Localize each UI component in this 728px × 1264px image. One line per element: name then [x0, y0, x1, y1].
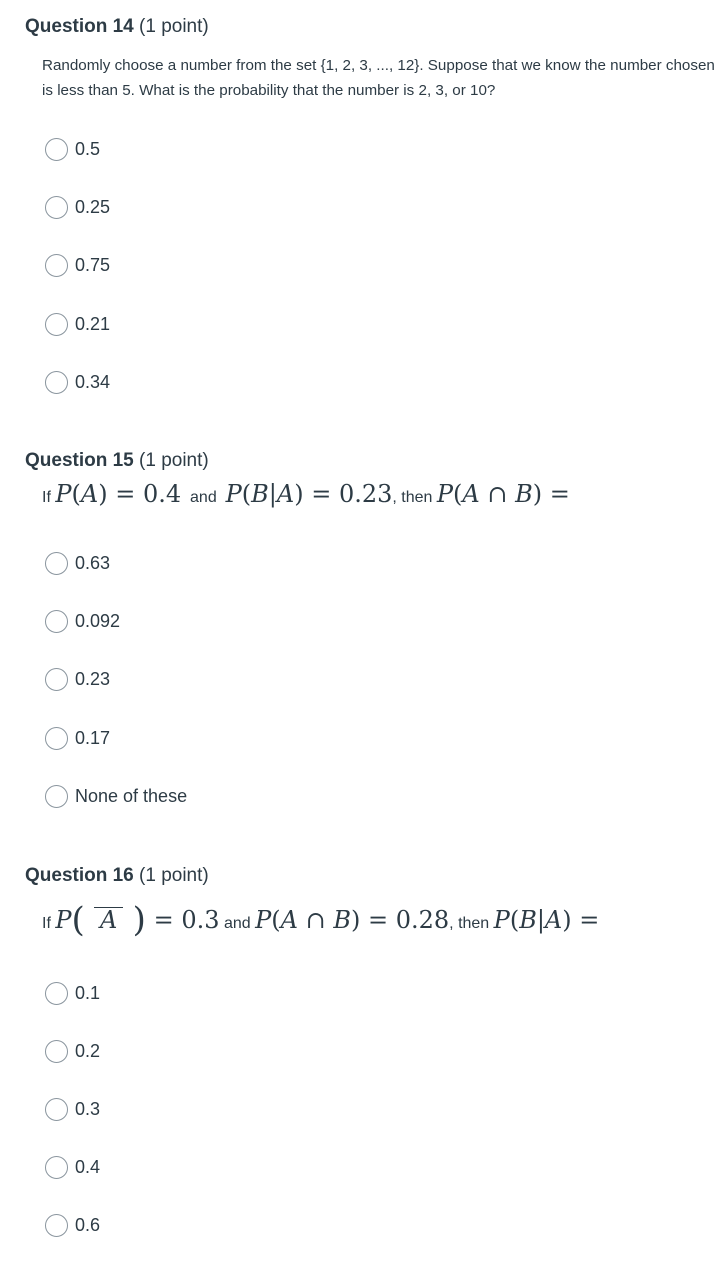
- q15-option-5[interactable]: [45, 783, 187, 809]
- option-label: 0.23: [75, 668, 111, 689]
- radio-button[interactable]: [45, 610, 68, 633]
- question-15-title: [25, 450, 209, 472]
- option-label: 0.5: [75, 138, 101, 159]
- question-points: (1 point): [139, 450, 209, 471]
- question-number: Question 15: [25, 450, 134, 471]
- math-expression: P( A ) = 0.3: [55, 900, 220, 940]
- option-label: 0.34: [75, 371, 111, 392]
- math-value: = 0.23: [311, 480, 393, 508]
- math-expression: P(A ∩ B) = 0.28: [255, 906, 450, 934]
- option-label: 0.63: [75, 552, 111, 573]
- math-value: = 0.28: [367, 906, 450, 934]
- question-points: (1 point): [139, 16, 209, 37]
- q16-option-3[interactable]: [45, 1096, 100, 1122]
- question-14-text: Randomly choose a number from the set {1, 2, 3, ..., 12}. Suppose that we know the number chosen is less than 5. What is the probability that the number is 2, 3, or 10?: [42, 57, 715, 99]
- q16-option-1[interactable]: [45, 980, 100, 1006]
- word-then: , then: [392, 489, 433, 506]
- radio-button[interactable]: [45, 727, 68, 750]
- q16-option-5[interactable]: [45, 1212, 100, 1238]
- q15-option-3[interactable]: [45, 666, 110, 692]
- radio-button[interactable]: [45, 668, 68, 691]
- word-then: , then: [449, 915, 490, 932]
- option-label: 0.092: [75, 610, 121, 631]
- math-expression: P(B|A) = 0.23: [225, 480, 393, 508]
- word-if: If: [42, 489, 51, 506]
- option-label: 0.1: [75, 982, 101, 1003]
- math-expression: P(A) = 0.4: [55, 480, 182, 508]
- question-number: Question 16: [25, 865, 134, 886]
- q14-option-3[interactable]: [45, 252, 110, 278]
- option-label: 0.25: [75, 196, 111, 217]
- q15-option-1[interactable]: [45, 550, 110, 576]
- q16-option-2[interactable]: [45, 1038, 100, 1064]
- math-expression: P(A ∩ B) =: [436, 480, 570, 508]
- question-16-title: [25, 865, 209, 887]
- radio-button[interactable]: [45, 1156, 68, 1179]
- q16-option-4[interactable]: [45, 1154, 100, 1180]
- q15-option-4[interactable]: [45, 725, 110, 751]
- q14-option-5[interactable]: [45, 369, 110, 395]
- option-label: 0.3: [75, 1098, 101, 1119]
- radio-button[interactable]: [45, 1098, 68, 1121]
- radio-button[interactable]: [45, 313, 68, 336]
- complement-bar: A: [92, 906, 125, 934]
- radio-button[interactable]: [45, 552, 68, 575]
- option-label: 0.75: [75, 254, 111, 275]
- q14-option-4[interactable]: [45, 311, 110, 337]
- math-equals: =: [549, 480, 570, 508]
- word-and: and: [190, 489, 217, 506]
- radio-button[interactable]: [45, 785, 68, 808]
- option-label: 0.4: [75, 1156, 101, 1177]
- radio-button[interactable]: [45, 138, 68, 161]
- word-if: If: [42, 915, 51, 932]
- option-label: 0.6: [75, 1214, 101, 1235]
- question-16-text: [42, 900, 599, 940]
- math-equals: =: [579, 906, 600, 934]
- q15-option-2[interactable]: [45, 608, 120, 634]
- radio-button[interactable]: [45, 1214, 68, 1237]
- question-14-title: [25, 16, 209, 38]
- q14-option-1[interactable]: [45, 136, 100, 162]
- math-value: = 0.4: [115, 480, 182, 508]
- radio-button[interactable]: [45, 1040, 68, 1063]
- option-label: None of these: [75, 785, 188, 806]
- radio-button[interactable]: [45, 982, 68, 1005]
- math-expression: P(B|A) =: [493, 906, 600, 934]
- math-value: = 0.3: [153, 906, 220, 934]
- question-number: Question 14: [25, 16, 134, 37]
- radio-button[interactable]: [45, 196, 68, 219]
- question-points: (1 point): [139, 865, 209, 886]
- option-label: 0.2: [75, 1040, 101, 1061]
- option-label: 0.17: [75, 727, 111, 748]
- radio-button[interactable]: [45, 254, 68, 277]
- question-15-text: [42, 480, 570, 508]
- q14-option-2[interactable]: [45, 194, 110, 220]
- radio-button[interactable]: [45, 371, 68, 394]
- option-label: 0.21: [75, 313, 111, 334]
- word-and: and: [223, 915, 251, 932]
